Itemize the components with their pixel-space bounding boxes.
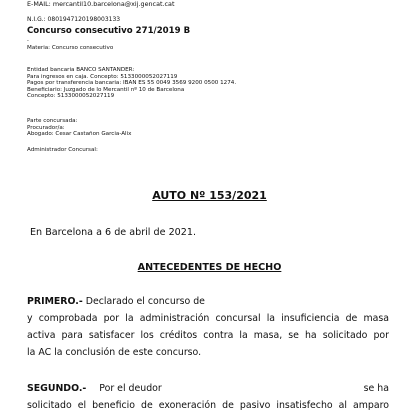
document-date: En Barcelona a 6 de abril de 2021.: [30, 227, 197, 238]
bank-details: [27, 67, 236, 100]
party-administrador: Administrador Concursal:: [27, 147, 98, 153]
paragraph-lead: SEGUNDO.-: [27, 383, 87, 394]
party-concursada: Parte concursada:: [27, 118, 78, 124]
party-procurador: Procurador/a:: [27, 124, 65, 131]
paragraph-text: y comprobada por la administración concursal la insuficiencia de masa: [27, 313, 389, 324]
paragraph-text: Por el deudor: [99, 383, 162, 394]
court-email: E-MAIL: mercantil10.barcelona@xij.gencat.cat: [27, 0, 175, 8]
paragraph-text: la AC la conclusión de este concurso.: [27, 347, 202, 358]
paragraph-text: Declarado el concurso de: [85, 296, 205, 307]
bank-entity: Entidad bancaria BANCO SANTANDER:: [27, 67, 135, 73]
bank-concept: Concepto: 5133000052027119: [27, 93, 115, 100]
case-number: Concurso consecutivo 271/2019 B: [27, 26, 191, 36]
document-title: AUTO Nº 153/2021: [152, 189, 267, 202]
section-heading: ANTECEDENTES DE HECHO: [137, 262, 282, 273]
bank-cash-payment: Para ingresos en caja. Concepto: 5133000052027119: [27, 73, 178, 80]
separator-dash: -: [27, 38, 29, 44]
paragraph-text: solicitado el beneficio de exoneración de pasivo insatisfecho al amparo: [27, 400, 389, 411]
paragraph-lead: PRIMERO.-: [27, 296, 83, 307]
bank-transfer-iban: Pagos por transferencia bancaria: IBAN ES 55 0049 3569 9200 0500 1274.: [27, 80, 237, 87]
materia-label: Materia: Concurso consecutivo: [27, 45, 114, 51]
nig-number: N.I.G.: 0801947120198003133: [27, 16, 121, 23]
parties-block: [27, 118, 131, 138]
paragraph-primero: [27, 293, 389, 361]
bank-beneficiary: Beneficiario: Juzgado de lo Mercantil nº 10 de Barcelona: [27, 86, 185, 93]
paragraph-text: se ha: [363, 383, 389, 394]
paragraph-segundo: [27, 380, 389, 414]
party-abogado: Abogado: Cesar Castañon Garcia-Alix: [27, 131, 132, 138]
paragraph-text: activa para satisfacer los créditos contra la masa, se ha solicitado por: [27, 330, 389, 341]
